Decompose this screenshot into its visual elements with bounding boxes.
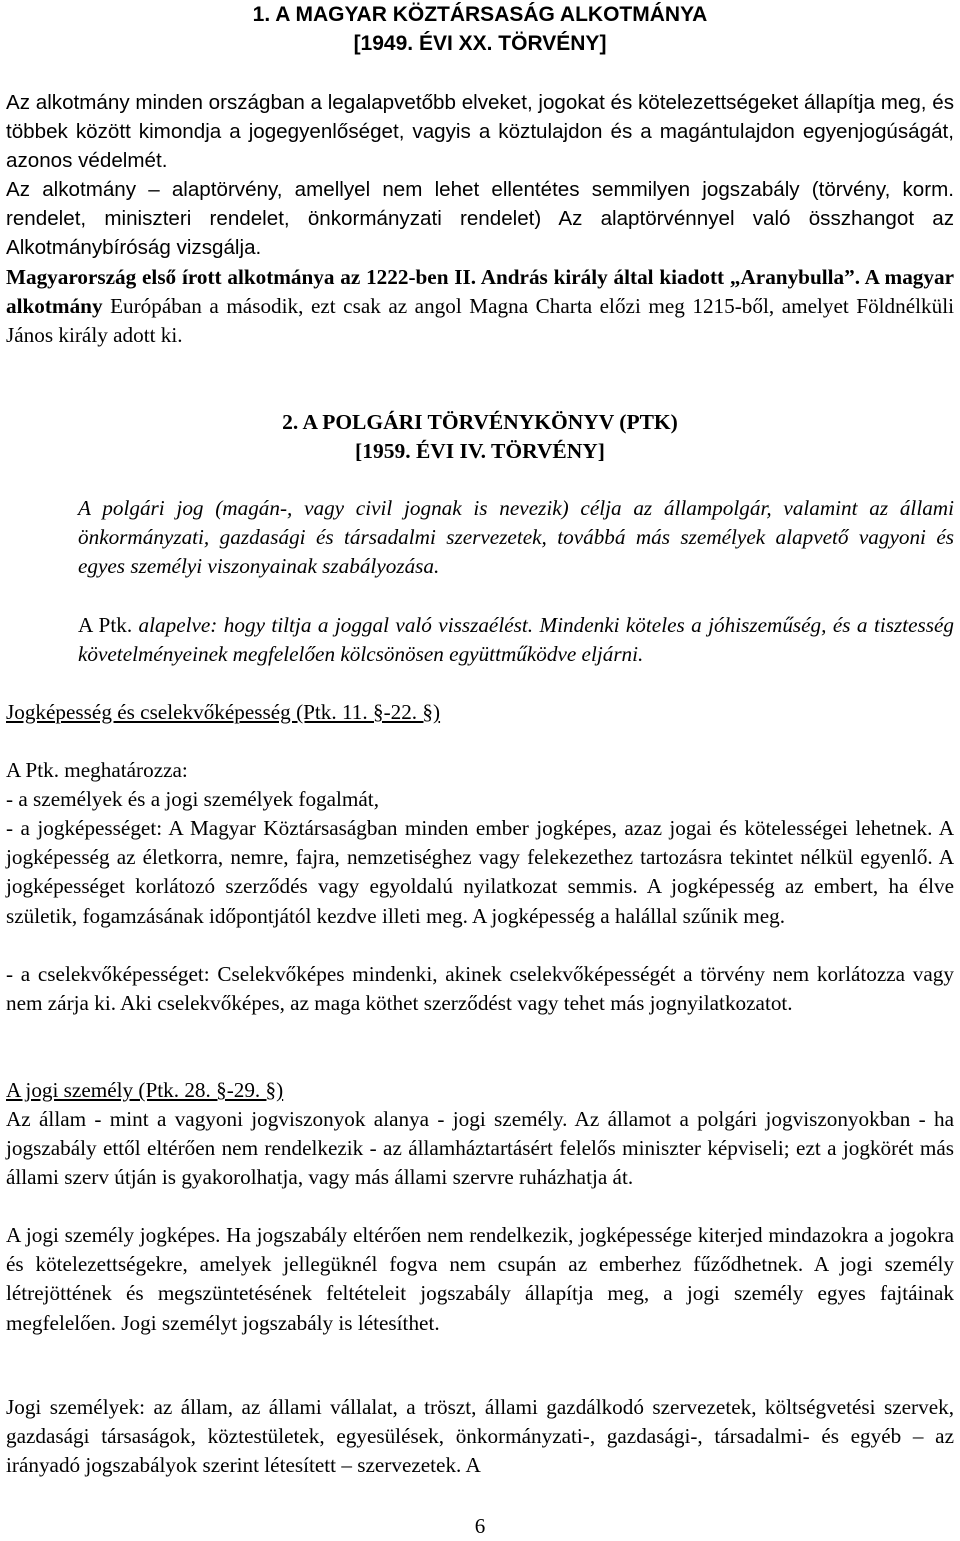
section1-title-line1: 1. A MAGYAR KÖZTÁRSASÁG ALKOTMÁNYA [252, 3, 708, 26]
jogi-szemely-paragraph-2: A jogi személy jogképes. Ha jogszabály eltérően nem rendelkezik, jogképessége kiterjed mindazokra a jogokra és kötelezettségekre, amelyek jellegüknél fogva nem csupán az emberhez fűződhetnek. A jogi személy létrejöttének és megszüntetésének feltételeit jogszabály állapítja meg, a jogi személy egyes fajtáinak megfelelően. Jogi személyt jogszabály is létesíthet. [6, 1223, 954, 1335]
section2-paragraph-1: A polgári jog (magán-, vagy civil jognak is nevezik) célja az állampolgár, valamint az állami önkormányzati, gazdasági és társadalmi szervezetek, továbbá más személyek alapvető vagyoni és egyes személyi viszonyainak szabályozása. [78, 496, 954, 579]
section1-title [6, 0, 954, 58]
aranybulla-bold-text: Magyarország első írott alkotmánya az 1222-ben II. András király által kiadott „Aranybulla”. A magyar alkotmány [6, 265, 954, 319]
jogi-szemely-paragraph-1: Az állam - mint a vagyoni jogviszonyok alanya - jogi személy. Az államot a polgári jogviszonyokban - ha jogszabály ettől eltérően nem rendelkezik - az államháztartásért felelős miniszter képviseli; ezt a jogkörét más állami szerv útján is gyakorolhatja, vagy más állami szervre ruházhatja át. [6, 1107, 954, 1190]
section1-title-line2: [1949. ÉVI XX. TÖRVÉNY] [353, 32, 607, 56]
jogi-szemely-paragraph-3: Jogi személyek: az állam, az állami vállalat, a tröszt, állami gazdálkodó szervezetek, költségvetési szervek, gazdasági társaságok, köztestületek, egyesülések, önkormányzati-, gazdasági-, társadalmi- és egyéb – az irányadó jogszabályok szerint létesített – szervezetek. A [6, 1395, 954, 1478]
jogkepesseg-item-1: - a személyek és a jogi személyek fogalmát, [6, 787, 379, 811]
section2-title [6, 408, 954, 466]
jogkepesseg-intro: A Ptk. meghatározza: [6, 758, 188, 782]
ptk-principle-text: alapelve: hogy tiltja a joggal való visszaélést. Mindenki köteles a jóhiszeműség, és a tisztesség követelményeinek megfelelően kölcsönösen együttműködve eljárni. [78, 613, 954, 667]
jogkepesseg-heading: Jogképesség és cselekvőképesség (Ptk. 11. §-22. §) [6, 700, 441, 724]
section1-paragraph-3 [6, 263, 954, 351]
jogkepesseg-item-3: - a cselekvőképességet: Cselekvőképes mindenki, akinek cselekvőképességét a törvény nem korlátozza vagy nem zárja ki. Aki cselekvőképes, az maga köthet szerződést vagy tehet más jognyilatkozatot. [6, 962, 954, 1016]
section1-paragraph-1: Az alkotmány minden országban a legalapvetőbb elveket, jogokat és kötelezettségeket állapítja meg, és többek között kimondja a jogegyenlőséget, vagyis a köztulajdon és a magántulajdon egyenjogúságát, azonos védelmét. [6, 91, 954, 173]
page-number: 6 [474, 1514, 486, 1538]
ptk-label: A Ptk. [78, 613, 133, 637]
section1-paragraph-2: Az alkotmány – alaptörvény, amellyel nem lehet ellentétes semmilyen jogszabály (törvény, korm. rendelet, miniszteri rendelet, önkormányzati rendelet) Az alaptörvénnyel való összhangot az Alkotmánybíróság vizsgálja. [6, 178, 954, 260]
aranybulla-rest-text: Európában a második, ezt csak az angol Magna Charta előzi meg 1215-ből, amelyet Földnélküli János király adott ki. [6, 294, 954, 348]
section2-paragraph-2 [6, 611, 954, 669]
jogi-szemely-heading: A jogi személy (Ptk. 28. §-29. §) [6, 1078, 284, 1102]
section2-title-line2: [1959. ÉVI IV. TÖRVÉNY] [355, 439, 605, 464]
section2-title-line1: 2. A POLGÁRI TÖRVÉNYKÖNYV (PTK) [282, 410, 678, 434]
jogkepesseg-item-2: - a jogképességet: A Magyar Köztársaságban minden ember jogképes, azaz jogai és kötelességei lehetnek. A jogképesség az életkorra, nemre, fajra, nemzetiséghez vagy felekezethez tartozásra tekintet nélkül egyenlő. A jogképességet korlátozó szerződés vagy egyoldalú nyilatkozat semmis. A jogképesség az embert, ha élve születik, fogamzásának időpontjától kezdve illeti meg. A jogképesség a halállal szűnik meg. [6, 816, 954, 928]
